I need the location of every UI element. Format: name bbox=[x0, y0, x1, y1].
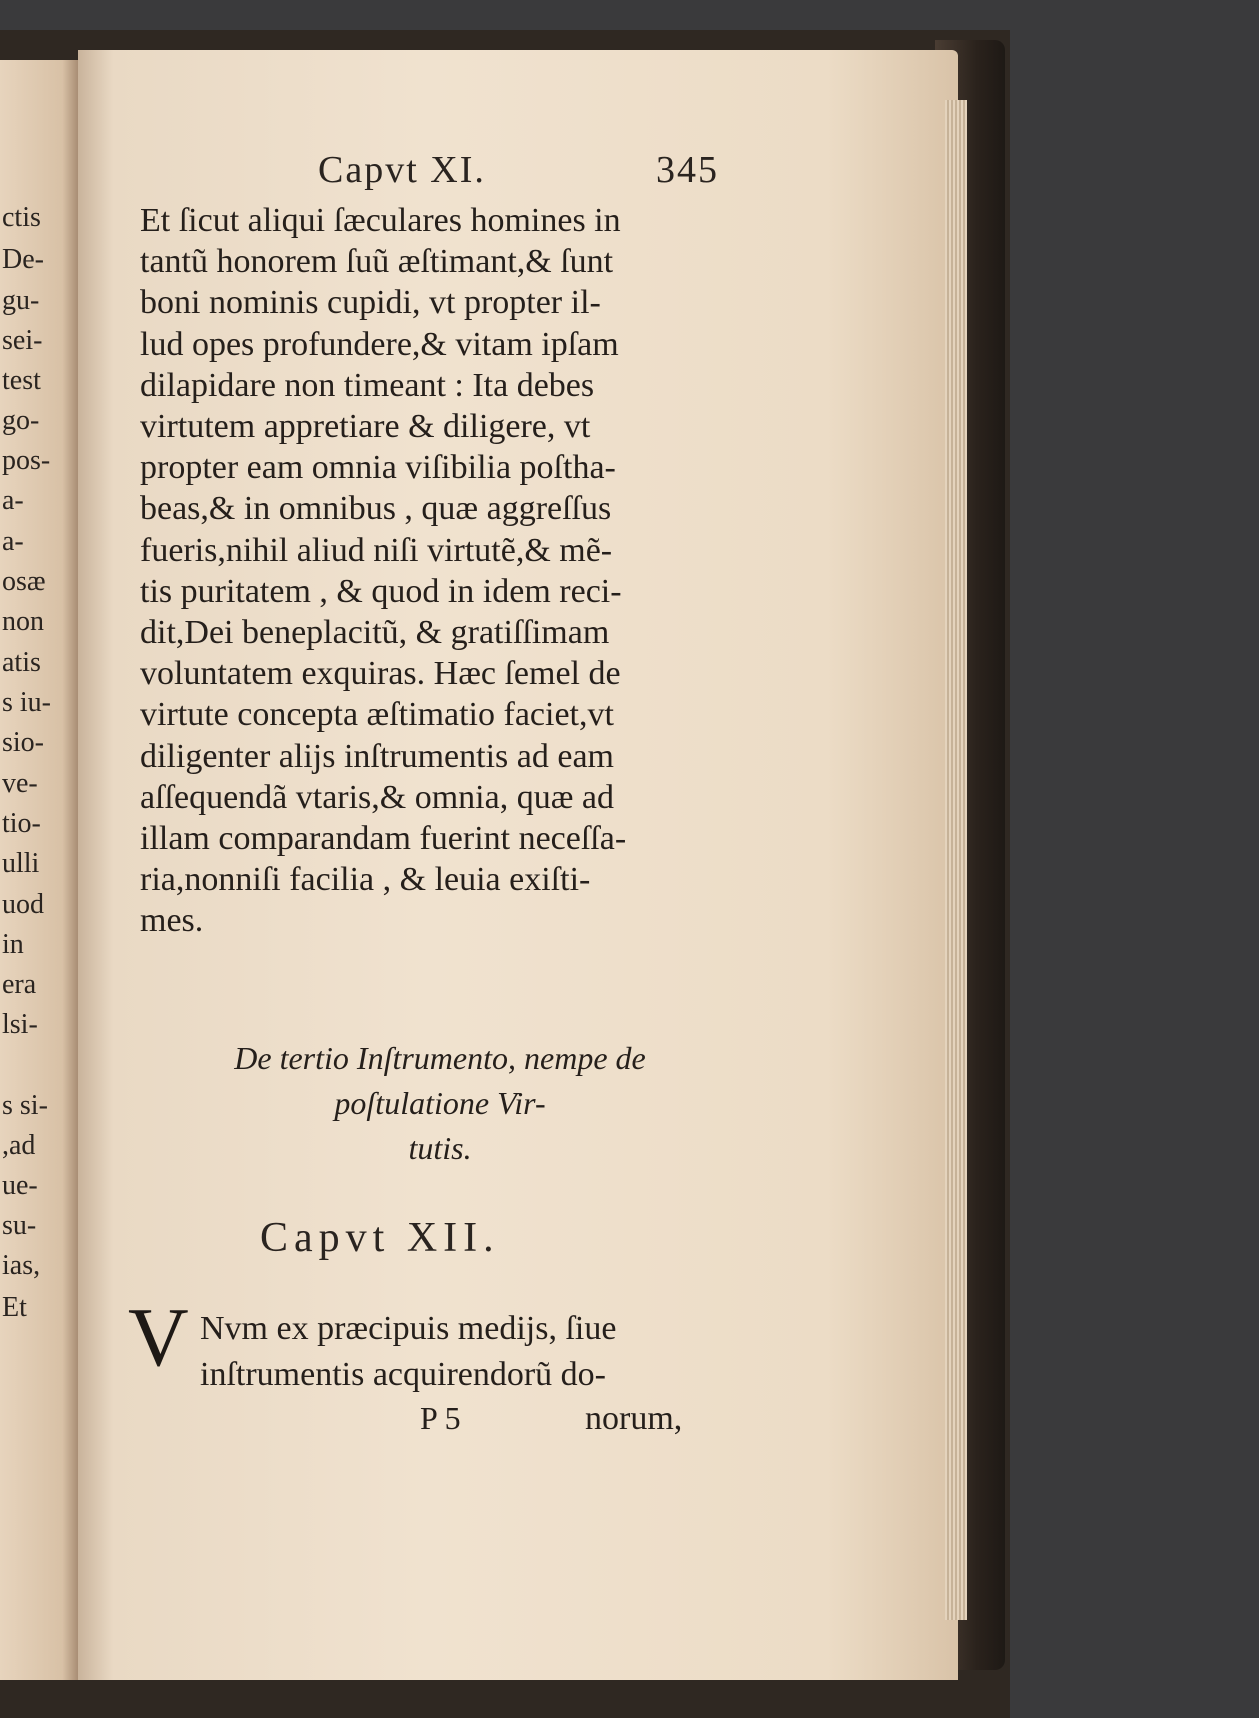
text-line: voluntatem exquiras. Hæc ſemel de bbox=[140, 655, 621, 693]
chapter-title: Capvt XI. bbox=[318, 149, 486, 191]
text-line: tantũ honorem ſuũ æſtimant,& ſunt bbox=[140, 243, 614, 281]
text-line: fueris,nihil aliud niſi virtutẽ,& mẽ- bbox=[140, 531, 613, 569]
text-line: dilapidare non timeant : Ita debes bbox=[140, 366, 595, 404]
subtitle-line: poſtulatione Vir- bbox=[334, 1085, 546, 1121]
text-line: dit,Dei beneplacitũ, & gratiſſimam bbox=[140, 614, 610, 652]
left-page-fragment: ctis bbox=[2, 202, 41, 233]
left-page-fragment: a- bbox=[2, 485, 24, 516]
text-line: beas,& in omnibus , quæ aggreſſus bbox=[140, 490, 612, 528]
text-line: lud opes profundere,& vitam ipſam bbox=[140, 325, 619, 363]
page-number: 345 bbox=[656, 149, 719, 191]
left-page-fragment: atis bbox=[2, 647, 41, 678]
subtitle-line: tutis. bbox=[408, 1130, 472, 1166]
left-page-fragment: ue- bbox=[2, 1170, 38, 1201]
left-page-fragment: era bbox=[2, 969, 37, 1000]
catchword: norum, bbox=[585, 1400, 683, 1437]
text-line: inſtrumentis acquirendorũ do- bbox=[200, 1356, 607, 1393]
text-line: ria,nonniſi facilia , & leuia exiſti- bbox=[140, 861, 591, 899]
left-page-fragment: s iu- bbox=[2, 687, 51, 718]
left-page-fragment: su- bbox=[2, 1210, 37, 1241]
left-page-fragment: ias, bbox=[2, 1250, 41, 1281]
left-page-fragment: s si- bbox=[2, 1090, 48, 1121]
signature-mark: P 5 bbox=[420, 1400, 461, 1436]
section-subtitle bbox=[150, 1036, 730, 1171]
text-line: Et ſicut aliqui ſæculares homines in bbox=[140, 202, 621, 239]
body-text bbox=[140, 200, 730, 942]
left-page bbox=[0, 60, 78, 1680]
text-line: mes. bbox=[140, 902, 204, 940]
drop-cap: V bbox=[128, 1291, 189, 1384]
left-page-fragment: Et bbox=[2, 1292, 27, 1323]
left-page-fragment: uod bbox=[2, 889, 44, 920]
text-line: virtutem appretiare & diligere, vt bbox=[140, 408, 591, 446]
left-page-fragment: non bbox=[2, 606, 44, 637]
left-page-fragment: ,ad bbox=[2, 1130, 36, 1161]
text-line: tis puritatem , & quod in idem reci- bbox=[140, 572, 622, 610]
left-page-fragment: osæ bbox=[2, 566, 46, 597]
left-page-fragment: a- bbox=[2, 526, 24, 557]
left-page-fragment: go- bbox=[2, 405, 40, 436]
subtitle-line: De tertio Inſtrumento, nempe de bbox=[234, 1040, 646, 1076]
page-edges bbox=[945, 100, 967, 1620]
paragraph-2 bbox=[200, 1306, 720, 1398]
chapter-heading: Capvt XII. bbox=[260, 1215, 500, 1261]
left-page-fragment: sio- bbox=[2, 727, 44, 758]
left-page-fragment: tio- bbox=[2, 808, 41, 839]
text-line: Nvm ex præcipuis medijs, ſiue bbox=[200, 1310, 617, 1347]
running-header bbox=[318, 148, 718, 192]
text-line: propter eam omnia viſibilia poſtha- bbox=[140, 449, 616, 487]
text-line: aſſequendã vtaris,& omnia, quæ ad bbox=[140, 778, 614, 816]
text-line: boni nominis cupidi, vt propter il- bbox=[140, 284, 601, 322]
left-page-fragment: gu- bbox=[2, 285, 40, 316]
text-line: diligenter alijs inſtrumentis ad eam bbox=[140, 737, 614, 775]
text-line: virtute concepta æſtimatio faciet,vt bbox=[140, 696, 614, 734]
left-page-fragment: sei- bbox=[2, 325, 43, 356]
left-page-fragment: test bbox=[2, 365, 41, 396]
left-page-fragment: De- bbox=[2, 244, 44, 275]
left-page-fragment: lsi- bbox=[2, 1009, 38, 1040]
left-page-fragment: ulli bbox=[2, 848, 40, 879]
left-page-fragment: pos- bbox=[2, 445, 51, 476]
text-line: illam comparandam fuerint neceſſa- bbox=[140, 820, 627, 858]
left-page-fragment: ve- bbox=[2, 768, 38, 799]
left-page-fragment: in bbox=[2, 929, 24, 960]
